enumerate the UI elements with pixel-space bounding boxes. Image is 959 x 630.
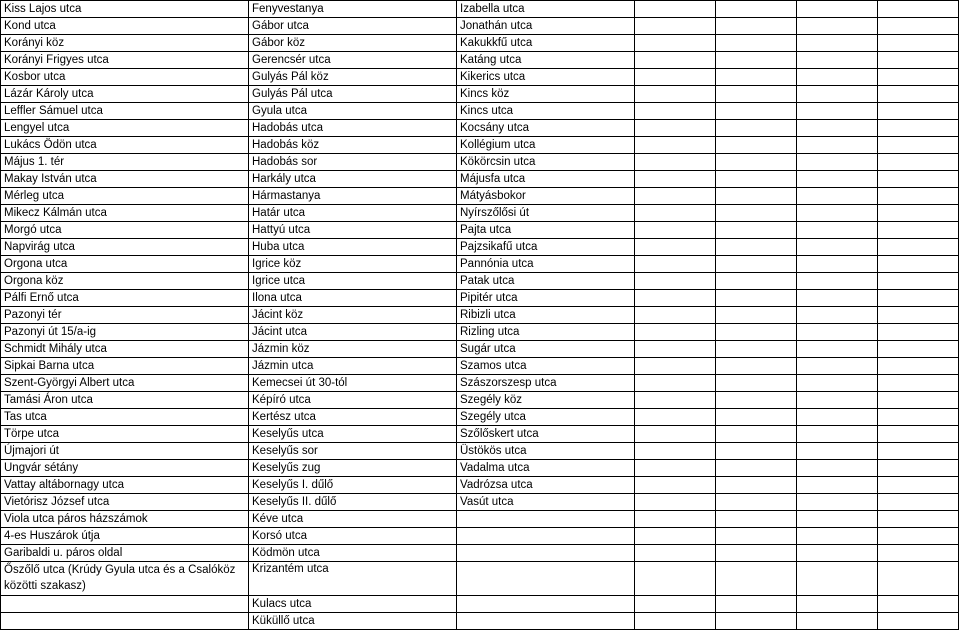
table-cell: Keselyűs II. dűlő bbox=[249, 494, 457, 511]
table-cell bbox=[635, 137, 716, 154]
table-row bbox=[1, 154, 959, 171]
table-row bbox=[1, 18, 959, 35]
table-cell bbox=[797, 290, 878, 307]
table-cell: Tas utca bbox=[1, 409, 249, 426]
table-cell: Vadrózsa utca bbox=[457, 477, 635, 494]
table-cell: Szamos utca bbox=[457, 358, 635, 375]
table-row bbox=[1, 86, 959, 103]
table-cell bbox=[878, 392, 959, 409]
table-cell bbox=[797, 392, 878, 409]
table-row bbox=[1, 188, 959, 205]
table-cell: Vietórisz József utca bbox=[1, 494, 249, 511]
table-cell bbox=[635, 392, 716, 409]
table-cell bbox=[797, 375, 878, 392]
table-cell bbox=[635, 460, 716, 477]
table-cell bbox=[716, 86, 797, 103]
table-cell bbox=[716, 273, 797, 290]
table-cell bbox=[716, 154, 797, 171]
table-cell: Vadalma utca bbox=[457, 460, 635, 477]
table-cell bbox=[716, 392, 797, 409]
table-cell: Pálfi Ernő utca bbox=[1, 290, 249, 307]
table-cell bbox=[716, 120, 797, 137]
table-cell bbox=[797, 120, 878, 137]
table-cell: Gerencsér utca bbox=[249, 52, 457, 69]
table-cell: Kond utca bbox=[1, 18, 249, 35]
table-cell: Jácint utca bbox=[249, 324, 457, 341]
table-cell bbox=[635, 596, 716, 613]
table-cell: Hadobás köz bbox=[249, 137, 457, 154]
table-cell: Kiss Lajos utca bbox=[1, 1, 249, 18]
table-cell bbox=[635, 35, 716, 52]
table-cell: Katáng utca bbox=[457, 52, 635, 69]
table-cell: Szegély utca bbox=[457, 409, 635, 426]
table-row bbox=[1, 69, 959, 86]
table-cell: Gyula utca bbox=[249, 103, 457, 120]
table-row bbox=[1, 273, 959, 290]
table-cell bbox=[635, 494, 716, 511]
table-cell bbox=[878, 307, 959, 324]
table-cell bbox=[635, 477, 716, 494]
table-cell bbox=[716, 443, 797, 460]
table-row bbox=[1, 613, 959, 630]
table-row bbox=[1, 528, 959, 545]
table-row bbox=[1, 358, 959, 375]
table-cell bbox=[716, 613, 797, 630]
table-cell: Keselyűs zug bbox=[249, 460, 457, 477]
table-cell bbox=[635, 103, 716, 120]
table-cell bbox=[878, 273, 959, 290]
table-cell bbox=[716, 341, 797, 358]
table-cell bbox=[797, 69, 878, 86]
table-cell bbox=[797, 545, 878, 562]
table-cell bbox=[635, 52, 716, 69]
table-cell bbox=[797, 511, 878, 528]
table-row bbox=[1, 205, 959, 222]
table-cell: Viola utca páros házszámok bbox=[1, 511, 249, 528]
table-cell bbox=[797, 103, 878, 120]
table-cell bbox=[878, 1, 959, 18]
table-row bbox=[1, 137, 959, 154]
table-cell: Szőlőskert utca bbox=[457, 426, 635, 443]
table-cell bbox=[716, 324, 797, 341]
table-cell: Nyírszőlősi út bbox=[457, 205, 635, 222]
table-cell bbox=[635, 239, 716, 256]
table-cell: Lukács Ödön utca bbox=[1, 137, 249, 154]
table-cell: Hadobás utca bbox=[249, 120, 457, 137]
table-cell: Gábor utca bbox=[249, 18, 457, 35]
table-cell bbox=[878, 86, 959, 103]
table-row bbox=[1, 256, 959, 273]
table-cell bbox=[716, 596, 797, 613]
table-cell bbox=[716, 137, 797, 154]
table-cell bbox=[716, 69, 797, 86]
table-cell bbox=[878, 188, 959, 205]
table-cell bbox=[878, 52, 959, 69]
table-cell bbox=[797, 613, 878, 630]
table-cell bbox=[635, 511, 716, 528]
table-cell: Rizling utca bbox=[457, 324, 635, 341]
table-cell: Igrice utca bbox=[249, 273, 457, 290]
table-cell: Vattay altábornagy utca bbox=[1, 477, 249, 494]
table-cell: Napvirág utca bbox=[1, 239, 249, 256]
table-cell: Ungvár sétány bbox=[1, 460, 249, 477]
table-cell: Kemecsei út 30-tól bbox=[249, 375, 457, 392]
table-cell: Hármastanya bbox=[249, 188, 457, 205]
table-cell: Gulyás Pál utca bbox=[249, 86, 457, 103]
table-cell bbox=[797, 341, 878, 358]
table-cell bbox=[635, 171, 716, 188]
table-cell bbox=[878, 256, 959, 273]
table-cell bbox=[797, 273, 878, 290]
table-cell: Vasút utca bbox=[457, 494, 635, 511]
table-cell: Pazonyi tér bbox=[1, 307, 249, 324]
table-cell bbox=[797, 222, 878, 239]
table-cell bbox=[635, 409, 716, 426]
table-cell: Kocsány utca bbox=[457, 120, 635, 137]
table-cell: Keselyűs I. dűlő bbox=[249, 477, 457, 494]
table-cell bbox=[878, 528, 959, 545]
table-cell bbox=[716, 409, 797, 426]
table-cell: Jázmin köz bbox=[249, 341, 457, 358]
table-cell: Garibaldi u. páros oldal bbox=[1, 545, 249, 562]
table-row bbox=[1, 1, 959, 18]
table-cell: Ilona utca bbox=[249, 290, 457, 307]
table-row bbox=[1, 239, 959, 256]
table-row bbox=[1, 120, 959, 137]
table-cell bbox=[635, 545, 716, 562]
table-cell bbox=[797, 477, 878, 494]
table-cell bbox=[635, 273, 716, 290]
table-cell bbox=[457, 528, 635, 545]
table-cell bbox=[635, 1, 716, 18]
table-cell: Szent-Györgyi Albert utca bbox=[1, 375, 249, 392]
table-cell bbox=[797, 324, 878, 341]
table-cell: Kökörcsin utca bbox=[457, 154, 635, 171]
table-cell bbox=[716, 511, 797, 528]
table-cell bbox=[797, 358, 878, 375]
table-cell: Izabella utca bbox=[457, 1, 635, 18]
table-cell: Sugár utca bbox=[457, 341, 635, 358]
table-row bbox=[1, 426, 959, 443]
table-cell bbox=[797, 171, 878, 188]
table-cell bbox=[878, 35, 959, 52]
table-cell bbox=[635, 562, 716, 596]
table-cell bbox=[797, 86, 878, 103]
table-cell bbox=[1, 613, 249, 630]
table-cell: Kéve utca bbox=[249, 511, 457, 528]
table-cell bbox=[797, 307, 878, 324]
table-cell: Korsó utca bbox=[249, 528, 457, 545]
table-cell bbox=[797, 596, 878, 613]
table-cell bbox=[878, 290, 959, 307]
table-cell: Küküllő utca bbox=[249, 613, 457, 630]
table-cell bbox=[878, 69, 959, 86]
table-cell: Krizantém utca bbox=[249, 562, 457, 596]
table-cell bbox=[457, 545, 635, 562]
table-cell: Gulyás Pál köz bbox=[249, 69, 457, 86]
street-list-body bbox=[1, 1, 959, 630]
table-cell bbox=[635, 222, 716, 239]
table-cell bbox=[716, 528, 797, 545]
table-cell: Hadobás sor bbox=[249, 154, 457, 171]
table-cell bbox=[716, 52, 797, 69]
table-cell bbox=[797, 460, 878, 477]
table-cell bbox=[635, 205, 716, 222]
table-cell bbox=[878, 324, 959, 341]
table-cell: Határ utca bbox=[249, 205, 457, 222]
table-cell: Leffler Sámuel utca bbox=[1, 103, 249, 120]
table-cell bbox=[457, 562, 635, 596]
table-cell: Kikerics utca bbox=[457, 69, 635, 86]
table-cell bbox=[797, 528, 878, 545]
table-cell bbox=[716, 375, 797, 392]
table-cell: Törpe utca bbox=[1, 426, 249, 443]
table-cell: Kosbor utca bbox=[1, 69, 249, 86]
table-cell bbox=[635, 358, 716, 375]
table-cell bbox=[797, 409, 878, 426]
table-cell bbox=[878, 18, 959, 35]
table-cell bbox=[878, 562, 959, 596]
table-cell bbox=[635, 375, 716, 392]
table-cell bbox=[635, 86, 716, 103]
table-row bbox=[1, 324, 959, 341]
table-cell bbox=[797, 137, 878, 154]
table-cell bbox=[635, 613, 716, 630]
table-cell: Május 1. tér bbox=[1, 154, 249, 171]
table-row bbox=[1, 494, 959, 511]
table-cell bbox=[797, 1, 878, 18]
table-cell bbox=[635, 324, 716, 341]
table-cell bbox=[716, 494, 797, 511]
table-cell bbox=[635, 120, 716, 137]
table-cell bbox=[878, 154, 959, 171]
table-cell bbox=[797, 154, 878, 171]
table-cell: Jázmin utca bbox=[249, 358, 457, 375]
table-row bbox=[1, 103, 959, 120]
table-row bbox=[1, 52, 959, 69]
table-cell bbox=[878, 596, 959, 613]
table-cell bbox=[878, 103, 959, 120]
table-cell bbox=[635, 188, 716, 205]
table-cell bbox=[457, 511, 635, 528]
table-cell bbox=[878, 494, 959, 511]
table-cell bbox=[878, 426, 959, 443]
table-cell bbox=[716, 307, 797, 324]
table-cell: Harkály utca bbox=[249, 171, 457, 188]
table-cell: Mátyásbokor bbox=[457, 188, 635, 205]
table-cell: Mikecz Kálmán utca bbox=[1, 205, 249, 222]
table-cell: Kincs utca bbox=[457, 103, 635, 120]
table-cell bbox=[716, 171, 797, 188]
table-cell bbox=[878, 137, 959, 154]
table-cell: Pajta utca bbox=[457, 222, 635, 239]
table-cell: Orgona utca bbox=[1, 256, 249, 273]
table-row bbox=[1, 375, 959, 392]
table-cell: Szegély köz bbox=[457, 392, 635, 409]
table-cell: Mérleg utca bbox=[1, 188, 249, 205]
table-row bbox=[1, 596, 959, 613]
table-cell bbox=[716, 239, 797, 256]
table-cell: Schmidt Mihály utca bbox=[1, 341, 249, 358]
table-cell: Ködmön utca bbox=[249, 545, 457, 562]
table-row bbox=[1, 222, 959, 239]
table-cell: Kollégium utca bbox=[457, 137, 635, 154]
table-row bbox=[1, 460, 959, 477]
table-row bbox=[1, 392, 959, 409]
table-cell bbox=[878, 222, 959, 239]
table-cell bbox=[716, 256, 797, 273]
table-cell bbox=[635, 290, 716, 307]
table-cell: Jonathán utca bbox=[457, 18, 635, 35]
table-cell bbox=[878, 460, 959, 477]
table-cell bbox=[635, 154, 716, 171]
table-cell bbox=[635, 426, 716, 443]
table-cell bbox=[716, 103, 797, 120]
table-cell bbox=[716, 205, 797, 222]
table-cell: Fenyvestanya bbox=[249, 1, 457, 18]
table-cell: Kertész utca bbox=[249, 409, 457, 426]
table-cell bbox=[878, 341, 959, 358]
table-cell: Korányi köz bbox=[1, 35, 249, 52]
table-cell: Pajzsikafű utca bbox=[457, 239, 635, 256]
table-cell: Pannónia utca bbox=[457, 256, 635, 273]
table-row bbox=[1, 511, 959, 528]
table-cell bbox=[797, 239, 878, 256]
table-cell bbox=[716, 460, 797, 477]
table-cell bbox=[716, 562, 797, 596]
table-cell: Ribizli utca bbox=[457, 307, 635, 324]
table-cell: Sipkai Barna utca bbox=[1, 358, 249, 375]
table-cell bbox=[878, 239, 959, 256]
table-cell bbox=[878, 545, 959, 562]
table-row bbox=[1, 35, 959, 52]
table-cell: Keselyűs utca bbox=[249, 426, 457, 443]
table-cell bbox=[797, 18, 878, 35]
table-cell: Lengyel utca bbox=[1, 120, 249, 137]
table-cell bbox=[716, 477, 797, 494]
table-cell bbox=[878, 443, 959, 460]
table-cell bbox=[716, 545, 797, 562]
table-cell: Kincs köz bbox=[457, 86, 635, 103]
table-cell: Keselyűs sor bbox=[249, 443, 457, 460]
table-cell bbox=[716, 188, 797, 205]
table-cell: Májusfa utca bbox=[457, 171, 635, 188]
table-cell bbox=[635, 307, 716, 324]
table-cell bbox=[635, 256, 716, 273]
table-row bbox=[1, 443, 959, 460]
table-row bbox=[1, 290, 959, 307]
table-cell bbox=[878, 171, 959, 188]
table-cell bbox=[797, 494, 878, 511]
table-cell bbox=[716, 222, 797, 239]
table-cell bbox=[878, 120, 959, 137]
table-cell bbox=[635, 18, 716, 35]
table-cell bbox=[878, 477, 959, 494]
table-row bbox=[1, 341, 959, 358]
table-cell: Kakukkfű utca bbox=[457, 35, 635, 52]
table-cell bbox=[797, 52, 878, 69]
table-cell: Pipitér utca bbox=[457, 290, 635, 307]
table-cell bbox=[797, 443, 878, 460]
table-cell bbox=[878, 375, 959, 392]
table-cell: Pazonyi út 15/a-ig bbox=[1, 324, 249, 341]
table-cell: Üstökös utca bbox=[457, 443, 635, 460]
table-cell bbox=[1, 596, 249, 613]
table-cell: Újmajori út bbox=[1, 443, 249, 460]
table-cell bbox=[716, 35, 797, 52]
table-cell bbox=[716, 1, 797, 18]
table-cell: Huba utca bbox=[249, 239, 457, 256]
table-cell: Szászorszesp utca bbox=[457, 375, 635, 392]
table-cell bbox=[457, 596, 635, 613]
table-cell: Makay István utca bbox=[1, 171, 249, 188]
table-cell bbox=[635, 69, 716, 86]
table-cell: Kulacs utca bbox=[249, 596, 457, 613]
table-cell bbox=[716, 18, 797, 35]
table-cell: Jácint köz bbox=[249, 307, 457, 324]
table-cell: Morgó utca bbox=[1, 222, 249, 239]
table-row bbox=[1, 171, 959, 188]
table-row bbox=[1, 545, 959, 562]
table-cell bbox=[457, 613, 635, 630]
table-row bbox=[1, 477, 959, 494]
table-cell: Lázár Károly utca bbox=[1, 86, 249, 103]
table-cell bbox=[878, 613, 959, 630]
table-cell bbox=[797, 256, 878, 273]
table-cell: Igrice köz bbox=[249, 256, 457, 273]
table-cell bbox=[797, 426, 878, 443]
table-cell: Patak utca bbox=[457, 273, 635, 290]
table-row bbox=[1, 562, 959, 596]
table-cell bbox=[635, 341, 716, 358]
table-cell bbox=[878, 409, 959, 426]
table-cell bbox=[716, 290, 797, 307]
table-cell: Orgona köz bbox=[1, 273, 249, 290]
table-cell bbox=[797, 35, 878, 52]
table-cell bbox=[797, 562, 878, 596]
table-cell: Gábor köz bbox=[249, 35, 457, 52]
table-cell: 4-es Huszárok útja bbox=[1, 528, 249, 545]
table-cell bbox=[878, 205, 959, 222]
table-cell: Képíró utca bbox=[249, 392, 457, 409]
table-cell bbox=[716, 358, 797, 375]
table-cell bbox=[635, 528, 716, 545]
table-cell: Tamási Áron utca bbox=[1, 392, 249, 409]
table-cell bbox=[878, 358, 959, 375]
table-cell bbox=[635, 443, 716, 460]
table-cell bbox=[797, 205, 878, 222]
table-cell bbox=[878, 511, 959, 528]
table-cell: Őszőlő utca (Krúdy Gyula utca és a Csalóköz közötti szakasz) bbox=[1, 562, 249, 596]
table-cell: Korányi Frigyes utca bbox=[1, 52, 249, 69]
table-cell: Hattyú utca bbox=[249, 222, 457, 239]
table-cell bbox=[797, 188, 878, 205]
table-row bbox=[1, 307, 959, 324]
table-cell bbox=[716, 426, 797, 443]
table-row bbox=[1, 409, 959, 426]
